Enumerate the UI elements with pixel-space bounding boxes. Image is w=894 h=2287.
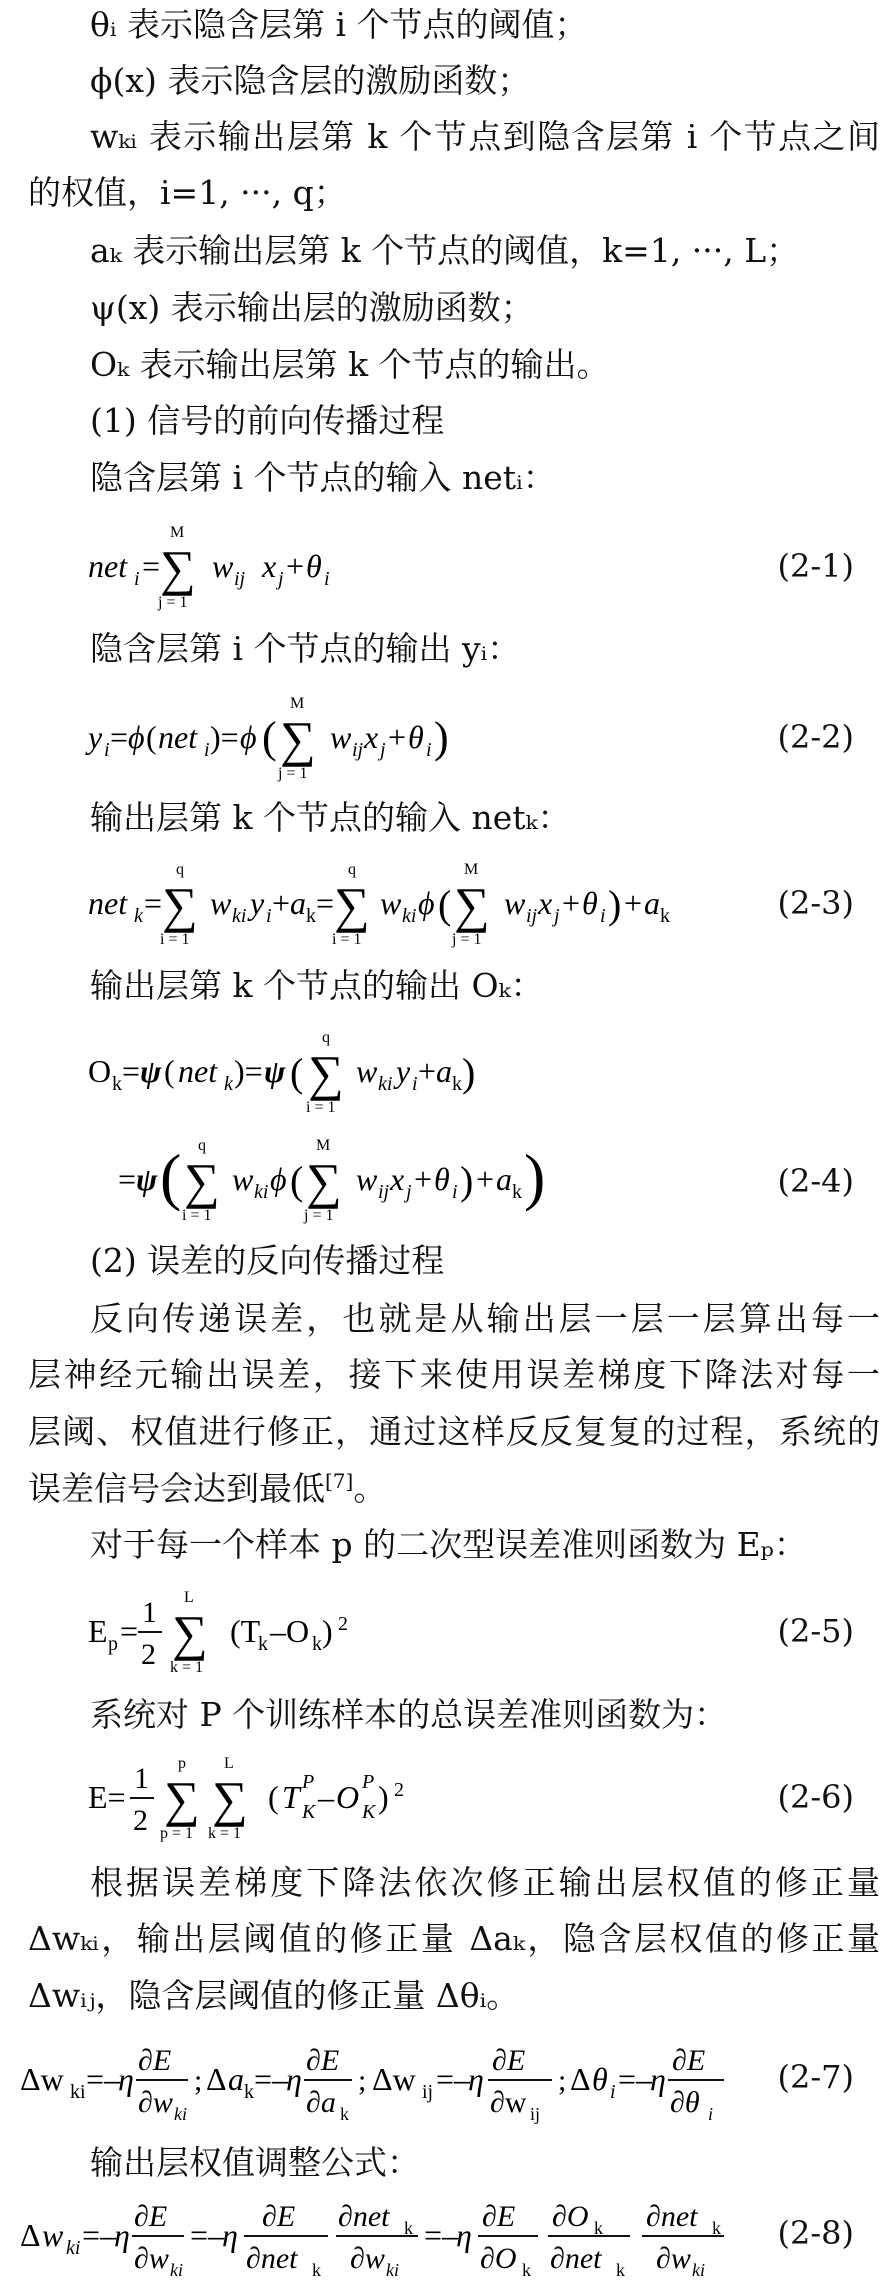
citation-ref: [7]: [325, 1469, 354, 1493]
svg-text:∂net: ∂net: [246, 2242, 298, 2275]
svg-text:j: j: [406, 1181, 412, 1203]
svg-text:): ): [608, 882, 622, 927]
svg-text:∂net: ∂net: [646, 2200, 698, 2233]
svg-text:y: y: [396, 1053, 411, 1089]
svg-text:ϕ: ϕ: [270, 1161, 287, 1197]
svg-text:∂θ: ∂θ: [670, 2086, 700, 2119]
text-line: Oₖ 表示输出层第 k 个节点的输出。: [90, 345, 610, 384]
svg-text:ki: ki: [378, 1073, 393, 1095]
svg-text:k: k: [404, 2218, 413, 2238]
svg-text:∑: ∑: [162, 877, 198, 933]
svg-text:∑: ∑: [280, 711, 316, 767]
svg-text:=–: =–: [436, 2061, 471, 2097]
svg-text:j: j: [380, 739, 386, 761]
svg-text:w: w: [504, 885, 526, 921]
text-line: 输出层第 k 个节点的输入 netₖ：: [90, 798, 571, 837]
svg-text:w: w: [330, 719, 352, 755]
svg-text:ϕ: ϕ: [418, 885, 435, 921]
equation-2-1: [0, 515, 894, 615]
svg-text:p = 1: p = 1: [160, 1825, 194, 1842]
svg-text:∑: ∑: [308, 1045, 344, 1101]
svg-text:net: net: [158, 719, 198, 755]
svg-text:∂O: ∂O: [480, 2242, 517, 2275]
svg-text:θ: θ: [408, 719, 424, 755]
svg-text:ψ: ψ: [140, 1053, 162, 1089]
svg-text:x: x: [262, 548, 277, 584]
svg-text:(: (: [160, 1141, 182, 1212]
svg-text:ij: ij: [352, 739, 364, 761]
svg-text:ki: ki: [70, 2081, 86, 2103]
svg-text:i = 1: i = 1: [182, 1207, 212, 1224]
svg-text:∂E: ∂E: [672, 2044, 706, 2077]
svg-text:a: a: [290, 885, 306, 921]
svg-text:+: +: [476, 1161, 495, 1197]
svg-text:+: +: [286, 548, 305, 584]
svg-text:∂E: ∂E: [138, 2044, 172, 2077]
svg-text:∑: ∑: [172, 1605, 208, 1661]
svg-text:k: k: [312, 2260, 321, 2280]
svg-text:=–: =–: [82, 2217, 117, 2253]
svg-text:k: k: [522, 2260, 531, 2280]
svg-text:i: i: [204, 739, 210, 761]
svg-text:Δ: Δ: [206, 2061, 227, 2097]
svg-text:k: k: [112, 1073, 122, 1095]
svg-text:y: y: [88, 719, 103, 755]
svg-text:P: P: [362, 1771, 375, 1793]
svg-text:∂net: ∂net: [550, 2242, 602, 2275]
svg-text:M: M: [170, 524, 185, 541]
svg-text:ki: ki: [692, 2260, 705, 2280]
svg-text:O: O: [336, 1779, 360, 1815]
svg-text:θ: θ: [306, 548, 322, 584]
svg-text:=–: =–: [254, 2061, 289, 2097]
svg-text:q: q: [176, 861, 184, 878]
svg-text:ϕ: ϕ: [240, 719, 257, 755]
svg-text:+: +: [418, 1053, 437, 1089]
svg-text:L: L: [184, 1589, 194, 1606]
svg-text:ij: ij: [422, 2081, 434, 2103]
svg-text:ij: ij: [526, 905, 538, 927]
svg-text:ki: ki: [66, 2237, 81, 2259]
svg-text:∂E: ∂E: [492, 2044, 526, 2077]
text-line: 系统对 P 个训练样本的总误差准则函数为：: [90, 1695, 728, 1734]
text-line: Δwₖᵢ，输出层阈值的修正量 Δaₖ，隐含层权值的修正量: [28, 1919, 880, 1958]
svg-text:i: i: [600, 905, 606, 927]
svg-text:j = 1: j = 1: [304, 1207, 334, 1224]
svg-text:q: q: [198, 1137, 206, 1154]
svg-text:;: ;: [558, 2064, 567, 2097]
svg-text:∂w: ∂w: [134, 2242, 169, 2275]
svg-text:O: O: [88, 1053, 112, 1089]
svg-text:∂a: ∂a: [306, 2086, 336, 2119]
svg-text:∑: ∑: [212, 1771, 248, 1827]
svg-text:Δw: Δw: [20, 2061, 64, 2097]
svg-text:i: i: [412, 1073, 418, 1095]
svg-text:1: 1: [142, 1596, 157, 1629]
svg-text:=: =: [142, 548, 161, 584]
svg-text:ij: ij: [234, 568, 246, 590]
svg-text:i: i: [610, 2081, 616, 2103]
svg-text:i: i: [134, 568, 140, 590]
svg-text:a: a: [496, 1161, 512, 1197]
svg-text:ij: ij: [378, 1181, 390, 1203]
svg-text:P: P: [302, 1771, 315, 1793]
svg-text:=–: =–: [424, 2217, 459, 2253]
svg-text:(T: (T: [230, 1613, 261, 1649]
svg-text:ki: ki: [254, 1181, 269, 1203]
svg-text:i: i: [426, 739, 432, 761]
svg-text:ki: ki: [170, 2260, 183, 2280]
equation-2-3: [0, 852, 894, 952]
text-line: 层神经元输出误差，接下来使用误差梯度下降法对每一: [28, 1355, 880, 1394]
svg-text:∑: ∑: [454, 877, 490, 933]
equation-2-8: [0, 2188, 894, 2287]
svg-text:=: =: [316, 885, 335, 921]
svg-text:i = 1: i = 1: [332, 931, 362, 948]
svg-text:=: =: [120, 1613, 139, 1649]
svg-text:M: M: [464, 861, 479, 878]
equation-graphic: [0, 1580, 780, 1680]
svg-text:∑: ∑: [160, 540, 196, 596]
text-line: Δwᵢⱼ，隐含层阈值的修正量 Δθᵢ。: [28, 1976, 520, 2015]
svg-text:x: x: [538, 885, 553, 921]
svg-text:+: +: [272, 885, 291, 921]
equation-2-5: [0, 1580, 894, 1680]
svg-text:ψ: ψ: [264, 1053, 286, 1089]
svg-text:η: η: [114, 2217, 130, 2253]
equation-2-6: [0, 1746, 894, 1846]
svg-text:k: k: [312, 1633, 322, 1655]
svg-text:k: k: [712, 2218, 721, 2238]
equation-number: (2-7): [777, 2058, 854, 2096]
svg-text:E: E: [88, 1613, 108, 1649]
svg-text:i: i: [324, 568, 330, 590]
svg-text:∂O: ∂O: [552, 2200, 589, 2233]
svg-text:1: 1: [134, 1762, 149, 1795]
svg-text:∑: ∑: [184, 1153, 220, 1209]
svg-text:Δw: Δw: [372, 2061, 416, 2097]
svg-text:ki: ki: [402, 905, 417, 927]
svg-text:w: w: [42, 2217, 64, 2253]
svg-text:+: +: [562, 885, 581, 921]
svg-text:w: w: [212, 548, 234, 584]
svg-text:M: M: [290, 695, 305, 712]
svg-text:k: k: [660, 905, 670, 927]
svg-text:;: ;: [194, 2064, 203, 2097]
svg-text:∂w: ∂w: [138, 2086, 173, 2119]
svg-text:ij: ij: [530, 2104, 541, 2124]
section-heading: (1) 信号的前向传播过程: [90, 401, 445, 440]
svg-text:=: =: [118, 1161, 137, 1197]
equation-number: (2-1): [777, 547, 854, 585]
svg-text:k: k: [244, 2081, 254, 2103]
svg-text:k: k: [224, 1073, 233, 1095]
svg-text:p: p: [178, 1755, 186, 1772]
text-line: 输出层第 k 个节点的输出 Oₖ：: [90, 966, 544, 1005]
svg-text:+: +: [414, 1161, 433, 1197]
svg-text:η: η: [222, 2217, 238, 2253]
svg-text:ϕ: ϕ: [128, 719, 145, 755]
svg-text:–O: –O: [270, 1613, 310, 1649]
equation-graphic: [0, 1020, 780, 1230]
svg-text:(: (: [438, 882, 452, 927]
svg-text:net: net: [88, 548, 128, 584]
text-line: ψ(x) 表示输出层的激励函数；: [90, 288, 534, 327]
svg-text:)=: )=: [210, 719, 239, 755]
svg-text:=: =: [122, 1053, 141, 1089]
svg-text:L: L: [224, 1755, 234, 1772]
text-line: ϕ(x) 表示隐含层的激励函数；: [90, 61, 531, 100]
svg-text:2: 2: [394, 1779, 404, 1801]
svg-text:ki: ki: [232, 905, 247, 927]
svg-text:ψ: ψ: [136, 1161, 158, 1197]
svg-text:j = 1: j = 1: [158, 594, 188, 611]
svg-text:Δ: Δ: [20, 2217, 41, 2253]
svg-text:w: w: [356, 1053, 378, 1089]
svg-text:k: k: [594, 2218, 603, 2238]
text-line: 的权值，i=1, ···, q；: [28, 173, 347, 212]
svg-text:=–: =–: [190, 2217, 225, 2253]
svg-text:): ): [524, 1141, 546, 1212]
svg-text:K: K: [362, 1801, 376, 1823]
svg-text:w: w: [380, 885, 402, 921]
svg-text:w: w: [210, 885, 232, 921]
svg-text:w: w: [356, 1161, 378, 1197]
equation-2-4: [0, 1020, 894, 1230]
svg-text:+: +: [388, 719, 407, 755]
svg-text:): ): [322, 1613, 333, 1649]
svg-text:∂w: ∂w: [350, 2242, 385, 2275]
equation-graphic: [0, 1746, 780, 1846]
svg-text:(: (: [164, 1053, 175, 1089]
svg-text:∂E: ∂E: [134, 2200, 168, 2233]
svg-text:i: i: [266, 905, 272, 927]
svg-text:ki: ki: [174, 2104, 187, 2124]
equation-number: (2-2): [777, 718, 854, 756]
svg-text:k: k: [616, 2260, 625, 2280]
svg-text:=: =: [110, 719, 129, 755]
svg-text:T: T: [282, 1779, 300, 1815]
svg-text:w: w: [232, 1161, 254, 1197]
svg-text:): ): [460, 1158, 474, 1203]
text-line: aₖ 表示输出层第 k 个节点的阈值，k=1, ···, L；: [90, 231, 800, 270]
svg-text:q: q: [348, 861, 356, 878]
text-span: 误差信号会达到最低: [28, 1469, 325, 1508]
svg-text:i: i: [708, 2104, 714, 2124]
svg-text:k: k: [512, 1181, 522, 1203]
svg-text:∑: ∑: [334, 877, 370, 933]
svg-text:a: a: [436, 1053, 452, 1089]
svg-text:i = 1: i = 1: [306, 1099, 336, 1116]
svg-text:2: 2: [133, 1804, 148, 1837]
text-line: 隐含层第 i 个节点的输出 yᵢ：: [90, 629, 521, 668]
equation-number: (2-3): [777, 884, 854, 922]
svg-text:(: (: [290, 1158, 304, 1203]
svg-text:x: x: [364, 719, 379, 755]
svg-text:k: k: [258, 1633, 268, 1655]
text-line: 对于每一个样本 p 的二次型误差准则函数为 Eₚ：: [90, 1525, 807, 1564]
svg-text:∂net: ∂net: [338, 2200, 390, 2233]
svg-text:M: M: [316, 1137, 331, 1154]
svg-text:k: k: [306, 905, 316, 927]
svg-text:ki: ki: [386, 2260, 399, 2280]
svg-text:(: (: [290, 1050, 304, 1095]
svg-text:E=: E=: [88, 1779, 126, 1815]
svg-text:j = 1: j = 1: [278, 765, 308, 782]
svg-text:a: a: [644, 885, 660, 921]
svg-text:∂w: ∂w: [490, 2086, 527, 2119]
svg-text:): ): [462, 1050, 476, 1095]
svg-text:=: =: [144, 885, 163, 921]
equation-number: (2-5): [777, 1612, 854, 1650]
equation-graphic: [0, 515, 780, 615]
equation-number: (2-6): [777, 1778, 854, 1816]
svg-text:i: i: [452, 1181, 458, 1203]
svg-text:=–: =–: [618, 2061, 653, 2097]
equation-2-2: [0, 686, 894, 786]
svg-text:∂w: ∂w: [656, 2242, 691, 2275]
svg-text:net: net: [178, 1053, 218, 1089]
text-line: 隐含层第 i 个节点的输入 netᵢ：: [90, 458, 556, 497]
svg-text:∂E: ∂E: [306, 2044, 340, 2077]
svg-text:Δ: Δ: [570, 2061, 591, 2097]
svg-text:–: –: [318, 1779, 334, 1815]
svg-text:2: 2: [141, 1638, 156, 1671]
svg-text:): ): [434, 713, 449, 762]
svg-text:)=: )=: [234, 1053, 263, 1089]
text-line: 反向传递误差，也就是从输出层一层一层算出每一: [90, 1299, 880, 1338]
text-line: 输出层权值调整公式：: [90, 2143, 420, 2182]
svg-text:k: k: [340, 2104, 349, 2124]
svg-text:): ): [378, 1779, 389, 1815]
svg-text:;: ;: [358, 2064, 367, 2097]
equation-graphic: [0, 2030, 780, 2130]
svg-text:η: η: [118, 2061, 134, 2097]
svg-text:a: a: [228, 2061, 244, 2097]
svg-text:y: y: [250, 885, 265, 921]
equation-number: (2-8): [777, 2214, 854, 2252]
svg-text:η: η: [468, 2061, 484, 2097]
svg-text:(: (: [146, 719, 157, 755]
svg-text:p: p: [108, 1633, 118, 1655]
svg-text:+: +: [624, 885, 643, 921]
svg-text:k = 1: k = 1: [208, 1825, 242, 1842]
svg-text:η: η: [456, 2217, 472, 2253]
svg-text:x: x: [390, 1161, 405, 1197]
svg-text:net: net: [88, 885, 128, 921]
svg-text:(: (: [268, 1779, 279, 1815]
text-line: [0, 1466, 894, 1512]
equation-2-7: [0, 2030, 894, 2130]
svg-text:η: η: [286, 2061, 302, 2097]
section-heading: (2) 误差的反向传播过程: [90, 1241, 445, 1280]
svg-text:k: k: [452, 1073, 462, 1095]
text-span: 。: [353, 1469, 387, 1508]
svg-text:∂E: ∂E: [262, 2200, 296, 2233]
svg-text:j = 1: j = 1: [452, 931, 482, 948]
svg-text:η: η: [650, 2061, 666, 2097]
svg-text:θ: θ: [582, 885, 598, 921]
text-line: wₖᵢ 表示输出层第 k 个节点到隐含层第 i 个节点之间: [90, 117, 880, 156]
svg-text:θ: θ: [592, 2061, 608, 2097]
svg-text:θ: θ: [434, 1161, 450, 1197]
equation-graphic: [0, 852, 780, 952]
equation-graphic: [0, 686, 780, 786]
svg-text:i = 1: i = 1: [160, 931, 190, 948]
svg-text:∂E: ∂E: [482, 2200, 516, 2233]
svg-text:q: q: [322, 1029, 330, 1046]
svg-text:∑: ∑: [164, 1771, 200, 1827]
svg-text:j: j: [278, 568, 284, 590]
svg-text:k = 1: k = 1: [170, 1659, 204, 1676]
svg-text:(: (: [262, 713, 277, 762]
text-line: 层阈、权值进行修正，通过这样反反复复的过程，系统的: [28, 1412, 880, 1451]
svg-text:k: k: [134, 905, 143, 927]
text-line: θᵢ 表示隐含层第 i 个节点的阈值；: [90, 5, 588, 44]
svg-text:∑: ∑: [306, 1153, 342, 1209]
equation-graphic: [0, 2188, 780, 2287]
equation-number: (2-4): [777, 1162, 854, 1200]
svg-text:j: j: [554, 905, 560, 927]
svg-text:K: K: [302, 1801, 316, 1823]
text-line: 根据误差梯度下降法依次修正输出层权值的修正量: [90, 1863, 880, 1902]
svg-text:2: 2: [338, 1613, 348, 1635]
svg-text:=–: =–: [86, 2061, 121, 2097]
svg-text:i: i: [104, 739, 110, 761]
